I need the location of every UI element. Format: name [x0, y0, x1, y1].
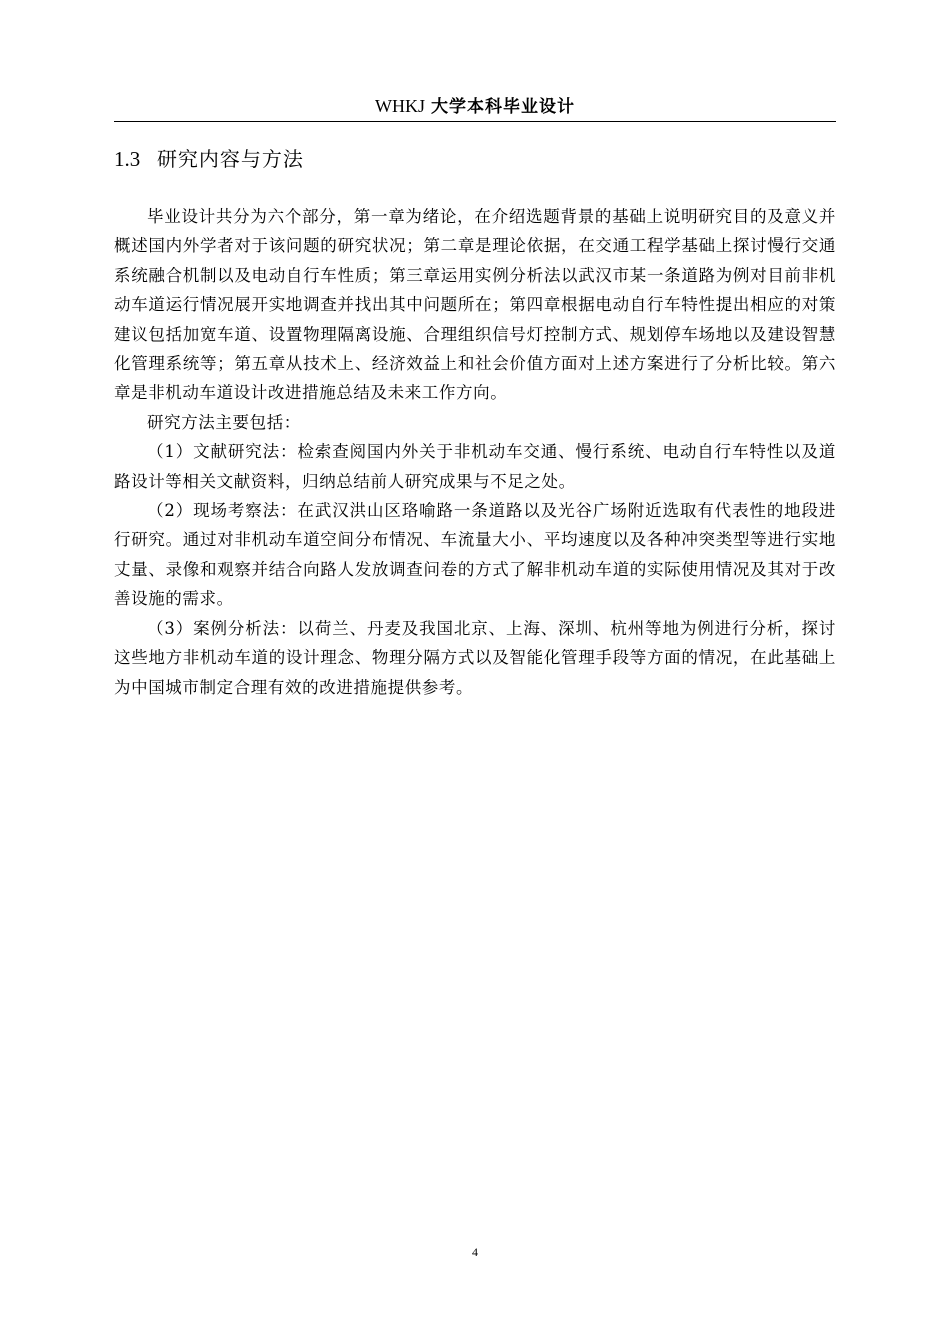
- paragraph-overview: 毕业设计共分为六个部分，第一章为绪论，在介绍选题背景的基础上说明研究目的及意义并概述国内外学者对于该问题的研究状况；第二章是理论依据，在交通工程学基础上探讨慢行交通系统融合机制以及电动自行车性质；第三章运用实例分析法以武汉市某一条道路为例对目前非机动车道运行情况展开实地调查并找出其中问题所在；第四章根据电动自行车特性提出相应的对策建议包括加宽车道、设置物理隔离设施、合理组织信号灯控制方式、规划停车场地以及建设智慧化管理系统等；第五章从技术上、经济效益上和社会价值方面对上述方案进行了分析比较。第六章是非机动车道设计改进措施总结及未来工作方向。: [114, 207, 836, 403]
- section-number: 1.3: [114, 147, 141, 171]
- header-institution-code: WHKJ: [375, 96, 426, 116]
- section-title: 研究内容与方法: [156, 147, 304, 171]
- section-heading: [114, 144, 304, 174]
- running-header: [114, 92, 836, 120]
- body-text: [114, 202, 836, 702]
- header-divider: [114, 121, 836, 122]
- header-document-type: 大学本科毕业设计: [430, 97, 575, 117]
- paragraph-methods-intro: 研究方法主要包括：: [147, 412, 301, 432]
- paragraph-method-case-study: （3）案例分析法：以荷兰、丹麦及我国北京、上海、深圳、杭州等地为例进行分析，探讨这些地方非机动车道的设计理念、物理分隔方式以及智能化管理手段等方面的情况，在此基础上为中国城市制定合理有效的改进措施提供参考。: [114, 618, 836, 697]
- paragraph-method-literature: （1）文献研究法：检索查阅国内外关于非机动车交通、慢行系统、电动自行车特性以及道路设计等相关文献资料，归纳总结前人研究成果与不足之处。: [114, 442, 836, 491]
- paragraph-method-fieldwork: （2）现场考察法：在武汉洪山区珞喻路一条道路以及光谷广场附近选取有代表性的地段进行研究。通过对非机动车道空间分布情况、车流量大小、平均速度以及各种冲突类型等进行实地丈量、录像和观察并结合向路人发放调查问卷的方式了解非机动车道的实际使用情况及其对于改善设施的需求。: [114, 501, 836, 609]
- page-number: 4: [472, 1245, 478, 1259]
